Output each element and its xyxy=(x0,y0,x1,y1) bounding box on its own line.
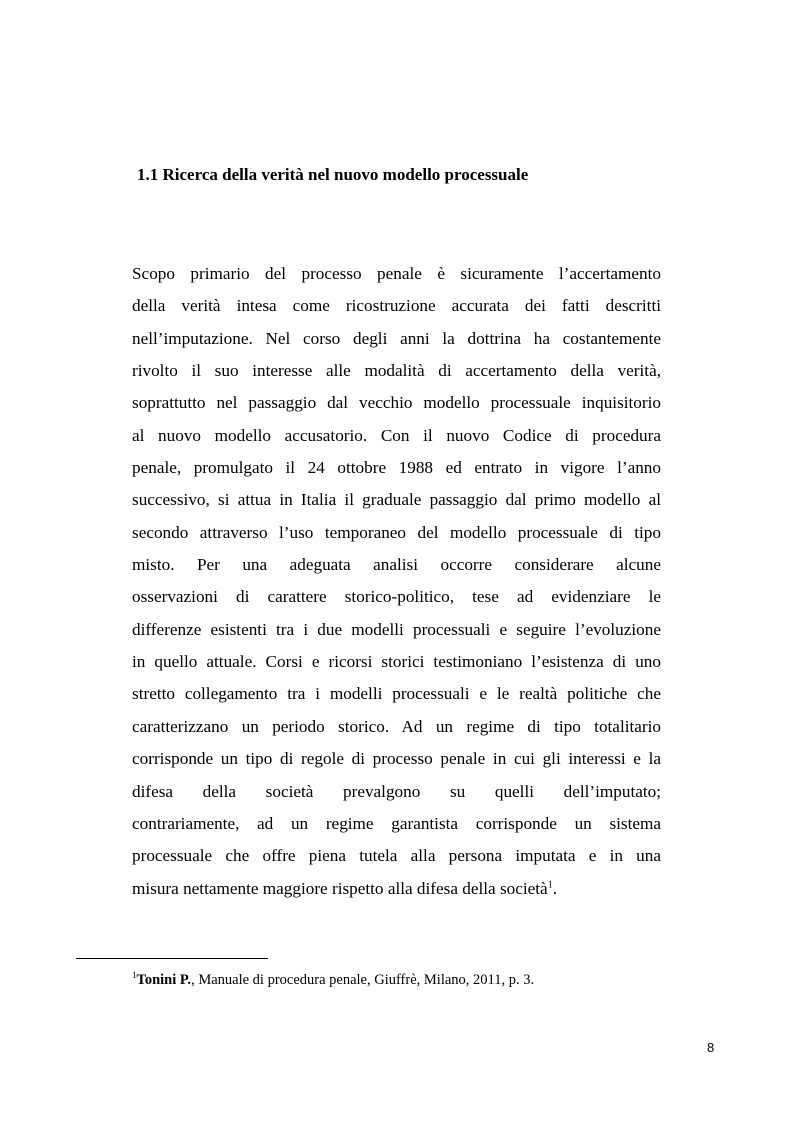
paragraph-line: Scopo primario del processo penale è sicuramente l’accertamento xyxy=(132,264,661,283)
paragraph-line: osservazioni di carattere storico-politico, tese ad evidenziare le xyxy=(132,587,661,607)
paragraph-last-line xyxy=(132,873,661,905)
paragraph-line: caratterizzano un periodo storico. Ad un regime di tipo totalitario xyxy=(132,716,661,736)
paragraph-line: contrariamente, ad un regime garantista corrisponde un sistema xyxy=(132,813,661,833)
paragraph-line: rivolto il suo interesse alle modalità di accertamento della verità, xyxy=(132,361,661,381)
paragraph-line: successivo, si attua in Italia il graduale passaggio dal primo modello al xyxy=(132,490,661,510)
footnote-author: Tonini P. xyxy=(136,972,192,988)
paragraph-line: della verità intesa come ricostruzione accurata dei fatti descritti xyxy=(132,296,661,316)
body-paragraph xyxy=(132,258,661,905)
paragraph-line: differenze esistenti tra i due modelli processuali e seguire l’evoluzione xyxy=(132,619,661,639)
paragraph-line: penale, promulgato il 24 ottobre 1988 ed entrato in vigore l’anno xyxy=(132,458,661,478)
final-punctuation: . xyxy=(552,878,557,898)
footnote-separator xyxy=(76,958,268,959)
paragraph-line: soprattutto nel passaggio dal vecchio modello processuale inquisitorio xyxy=(132,393,661,413)
paragraph-line-text: misura nettamente maggiore rispetto alla difesa della società xyxy=(132,878,548,898)
paragraph-line: stretto collegamento tra i modelli processuali e le realtà politiche che xyxy=(132,684,661,704)
paragraph-line: al nuovo modello accusatorio. Con il nuovo Codice di procedura xyxy=(132,425,661,445)
footnote xyxy=(132,972,534,989)
paragraph-line: nell’imputazione. Nel corso degli anni la dottrina ha costantemente xyxy=(132,328,661,348)
paragraph-line: difesa della società prevalgono su quelli dell’imputato; xyxy=(132,781,661,801)
paragraph-line: corrisponde un tipo di regole di processo penale in cui gli interessi e la xyxy=(132,749,661,769)
paragraph-line: in quello attuale. Corsi e ricorsi storici testimoniano l’esistenza di uno xyxy=(132,652,661,672)
footnote-reference[interactable]: 1 xyxy=(547,878,553,890)
footnote-citation: , Manuale di procedura penale, Giuffrè, Milano, 2011, p. 3. xyxy=(191,972,535,988)
paragraph-line: processuale che offre piena tutela alla persona imputata e in una xyxy=(132,846,661,866)
section-heading: 1.1 Ricerca della verità nel nuovo modello processuale xyxy=(137,165,529,184)
paragraph-line: secondo attraverso l’uso temporaneo del modello processuale di tipo xyxy=(132,522,661,542)
footnote-number: 1 xyxy=(132,970,137,981)
paragraph-line: misto. Per una adeguata analisi occorre considerare alcune xyxy=(132,555,661,575)
page-number: 8 xyxy=(707,1040,715,1055)
